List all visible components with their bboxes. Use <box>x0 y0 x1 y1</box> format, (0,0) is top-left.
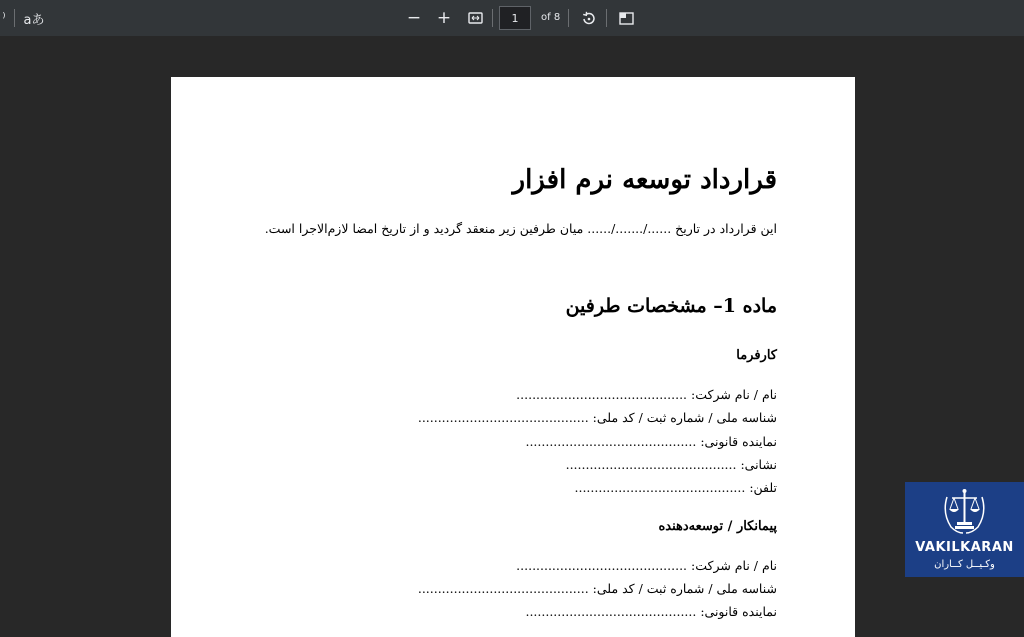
document-title: قرارداد توسعه نرم افزار <box>512 165 777 195</box>
vakilkaran-logo <box>905 482 1024 577</box>
toolbar-separator <box>492 9 493 27</box>
logo-wordmark: VAKILKARAN <box>915 540 1014 555</box>
rotate-icon[interactable] <box>578 0 598 36</box>
logo-subtitle: وکـیــل کــاران <box>934 559 995 570</box>
contractor-field-name: نام / نام شرکت: ........................................... <box>516 558 777 573</box>
document-viewer[interactable] <box>0 36 1024 619</box>
pdf-page <box>171 77 855 637</box>
employer-field-phone: تلفن: ........................................... <box>574 480 777 495</box>
contractor-heading: پیمانکار / توسعه‌دهنده <box>658 519 777 534</box>
toolbar-left-glyph: ⁾ <box>2 10 6 26</box>
employer-heading: کارفرما <box>736 348 777 363</box>
employer-field-name: نام / نام شرکت: ........................................... <box>516 387 777 402</box>
contractor-field-representative: نماینده قانونی: ........................................... <box>525 604 777 619</box>
zoom-out-button[interactable]: − <box>406 8 422 28</box>
page-count-label: of 8 <box>541 12 561 23</box>
contractor-field-id: شناسه ملی / شماره ثبت / کد ملی: ........................................... <box>417 581 777 596</box>
scales-of-justice-icon <box>941 487 988 535</box>
two-page-icon[interactable] <box>616 0 636 36</box>
toolbar-separator <box>606 9 607 27</box>
article-1-heading: ماده 1– مشخصات طرفین <box>565 295 777 317</box>
draw-icon[interactable]: aあ <box>23 12 45 28</box>
zoom-in-button[interactable]: + <box>436 8 452 28</box>
employer-field-address: نشانی: ........................................... <box>565 457 777 472</box>
pdf-toolbar <box>0 0 1024 36</box>
fit-page-icon[interactable] <box>465 0 485 36</box>
employer-field-representative: نماینده قانونی: ........................................... <box>525 434 777 449</box>
page-number-input[interactable]: 1 <box>499 6 531 30</box>
toolbar-separator <box>14 9 15 27</box>
intro-paragraph: این قرارداد در تاریخ ....../......./...... میان طرفین زیر منعقد گردید و از تاریخ امضا لازم‌الاجرا است. <box>264 221 777 236</box>
toolbar-separator <box>568 9 569 27</box>
employer-field-id: شناسه ملی / شماره ثبت / کد ملی: ........................................... <box>417 410 777 425</box>
